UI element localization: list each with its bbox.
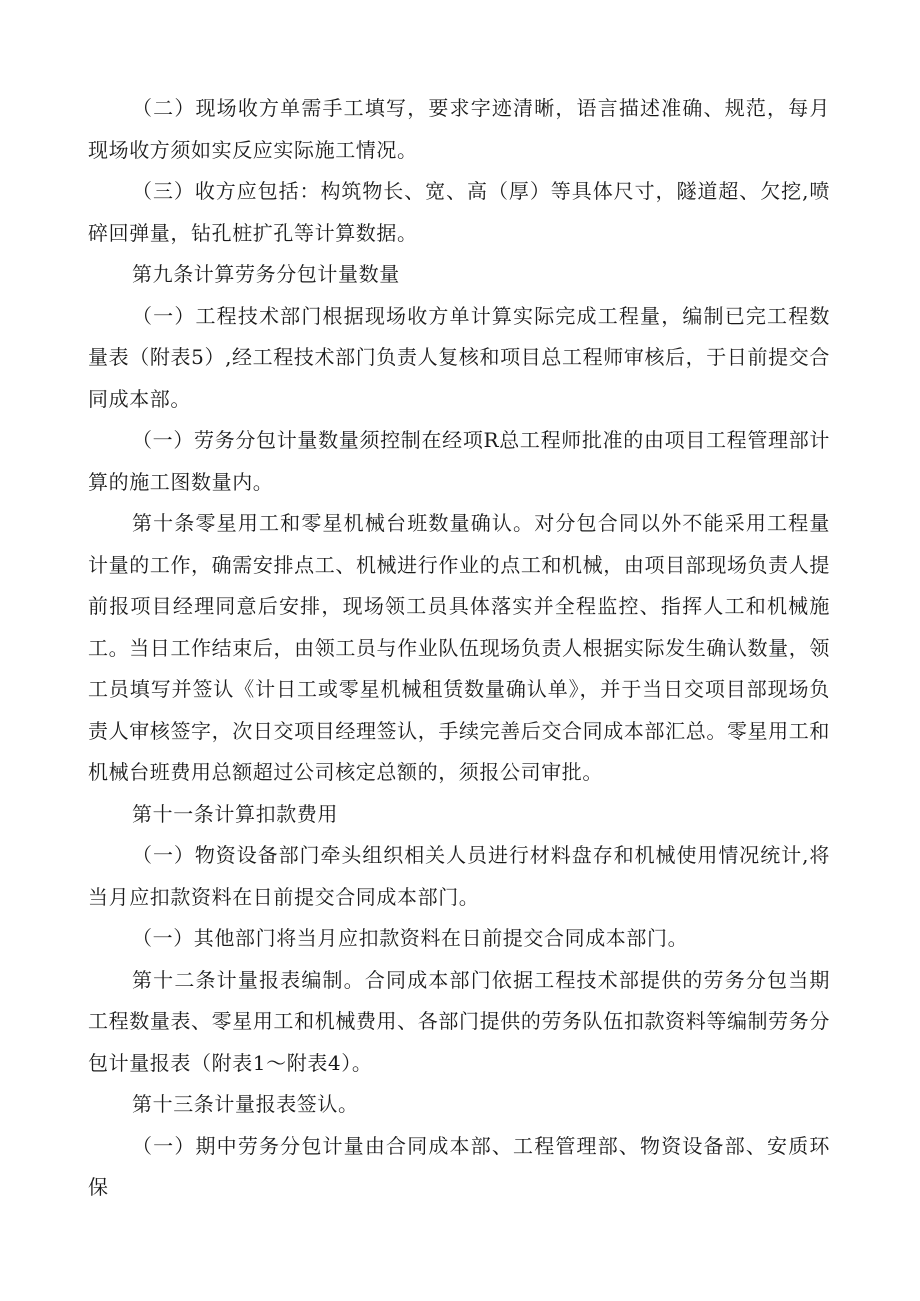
paragraph-quantity-control: （一）劳务分包计量数量须控制在经项R总工程师批准的由项目工程管理部计算的施工图数量内。 <box>88 428 830 494</box>
paragraph-engineering-quantity: （一）工程技术部门根据现场收方单计算实际完成工程量，编制已完工程数量表（附表5）,经工程技术部门负责人复核和项目总工程师审核后，于日前提交合同成本部。 <box>88 303 830 411</box>
paragraph-article-12-report: 第十二条计量报表编制。合同成本部门依据工程技术部提供的劳务分包当期工程数量表、零星用工和机械费用、各部门提供的劳务队伍扣款资料等编制劳务分包计量报表（附表1～附表4）。 <box>88 967 830 1075</box>
paragraph-interim-measurement: （一）期中劳务分包计量由合同成本部、工程管理部、物资设备部、安质环保 <box>88 1133 830 1199</box>
heading-article-13: 第十三条计量报表签认。 <box>132 1092 359 1116</box>
heading-article-11: 第十一条计算扣款费用 <box>132 801 338 826</box>
paragraph-article-10-casual-labor: 第十条零星用工和零星机械台班数量确认。对分包合同以外不能采用工程量计量的工作，确需安排点工、机械进行作业的点工和机械，由项目部现场负责人提前报项目经理同意后安排，现场领工员具体落实并全程监控、指挥人工和机械施工。当日工作结束后，由领工员与作业队伍现场负责人根据实际发生确认数量，领工员填写并签认《计日工或零星机械租赁数量确认单》，并于当日交项目部现场负责人审核签字，次日交项目经理签认，手续完善后交合同成本部汇总。零星用工和机械台班费用总额超过公司核定总额的，须报公司审批。 <box>88 511 830 784</box>
paragraph-materials-deduction: （一）物资设备部门牵头组织相关人员进行材料盘存和机械使用情况统计,将当月应扣款资料在日前提交合同成本部门。 <box>88 843 830 909</box>
document-body <box>88 88 830 1209</box>
paragraph-survey-contents: （三）收方应包括：构筑物长、宽、高（厚）等具体尺寸，隧道超、欠挖,喷碎回弹量，钻孔桩扩孔等计算数据。 <box>88 179 830 245</box>
paragraph-other-deductions: （一）其他部门将当月应扣款资料在日前提交合同成本部门。 <box>132 926 689 950</box>
heading-article-9: 第九条计算劳务分包计量数量 <box>132 262 400 286</box>
paragraph-site-survey-form: （二）现场收方单需手工填写，要求字迹清晰，语言描述准确、规范，每月现场收方须如实反应实际施工情况。 <box>88 96 830 162</box>
